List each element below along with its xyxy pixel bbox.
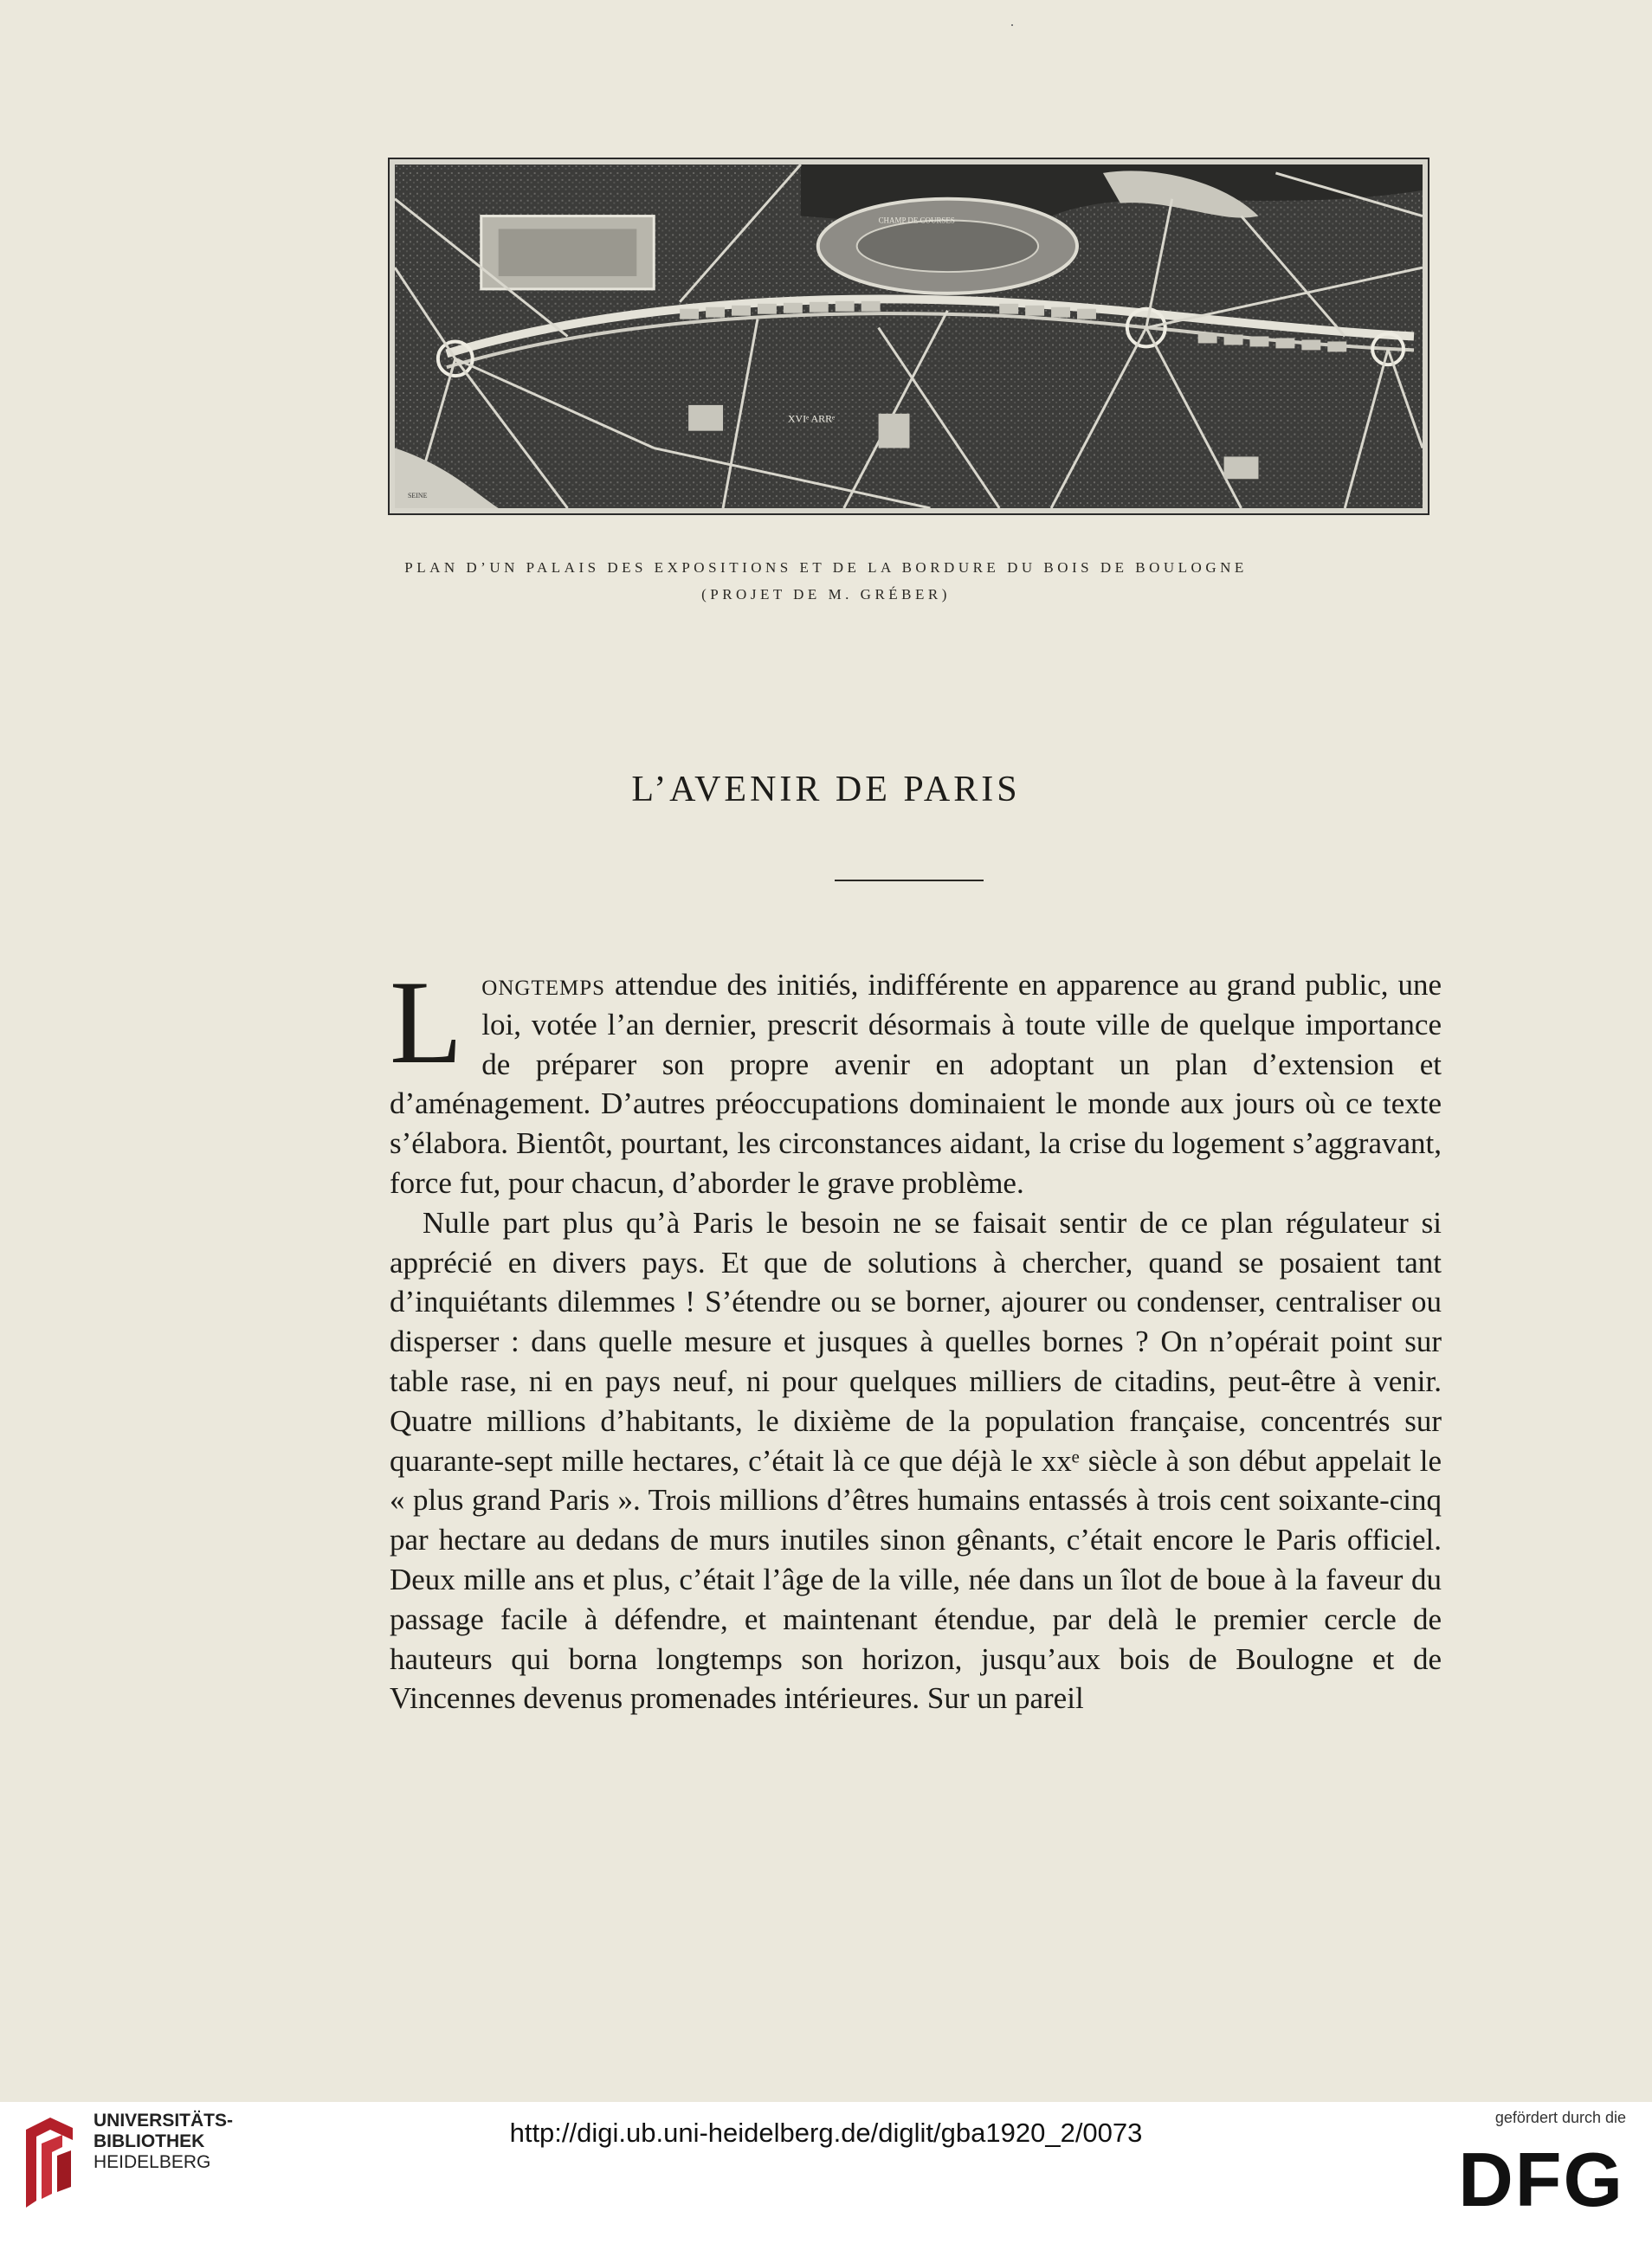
- digitization-footer: [0, 2102, 1652, 2250]
- lead-word: ongtemps: [481, 968, 606, 1002]
- plate-caption-line2: (PROJET DE M. GRÉBER): [701, 586, 951, 603]
- paragraph-1-text: attendue des initiés, indifférente en apparence au grand public, une loi, votée l’an dernier, prescrit désormais à toute ville de quelque importance de préparer son propre avenir en adoptant un plan d’extension et d’aménagement. D’autres préoccupations dominaient le monde aux jours où ce texte s’élabora. Bientôt, pourtant, les circonstances aidant, la crise du logement s’aggravant, force fut, pour chacun, d’aborder le grave problème.: [390, 968, 1442, 1200]
- permalink-url[interactable]: http://digi.ub.uni-heidelberg.de/diglit/gba1920_2/0073: [509, 2118, 1143, 2148]
- paragraph-1: [390, 956, 1442, 1203]
- map-image: [395, 164, 1423, 508]
- drop-cap: L: [390, 956, 463, 1088]
- paragraph-2: Nulle part plus qu’à Paris le besoin ne se faisait sentir de ce plan régulateur si apprécié en divers pays. Et que de solutions à chercher, quand se posaient tant d’inquiétants dilemmes ! S’étendre ou se borner, ajourer ou condenser, centraliser ou disperser : dans quelle mesure et jusques à quelles bornes ? On n’opérait point sur table rase, ni en pays neuf, ni pour quelques milliers de citadins, peut-être à venir. Quatre millions d’habitants, le dixième de la population française, concentrés sur quarante-sept mille hectares, c’était là ce que déjà le xxᵉ siècle à son début appelait le « plus grand Paris ». Trois millions d’êtres humains entassés à trois cent soixante-cinq par hectare au dedans de murs inutiles sinon gênants, c’était encore le Paris officiel. Deux mille ans et plus, c’était l’âge de la ville, née dans un îlot de boue à la faveur du passage facile à défendre, et maintenant étendue, par delà le premier cercle de hauteurs qui borna longtemps son horizon, jusqu’aux bois de Boulogne et de Vincennes devenus promenades intérieures. Sur un pareil: [390, 1205, 1442, 1716]
- map-label-seine: SEINE: [407, 492, 428, 500]
- article-title: L’AVENIR DE PARIS: [631, 770, 1021, 809]
- library-name-line2: BIBLIOTHEK: [94, 2131, 205, 2151]
- map-label-arrondissement: XVIᵉ ARRᵉ: [787, 412, 836, 425]
- map-label-course: CHAMP DE COURSES: [878, 216, 955, 225]
- map-plate: [388, 158, 1429, 515]
- article-body: [390, 956, 1442, 1718]
- funder-label: gefördert durch die: [1494, 2109, 1626, 2126]
- plate-caption-line1: PLAN D’UN PALAIS DES EXPOSITIONS ET DE LA BORDURE DU BOIS DE BOULOGNE: [404, 559, 1248, 576]
- title-rule: [835, 880, 984, 881]
- page-mark: [1011, 24, 1013, 26]
- library-name-line1: UNIVERSITÄTS-: [94, 2111, 234, 2131]
- library-name-line3: HEIDELBERG: [94, 2152, 211, 2172]
- dfg-logo: DFG: [1458, 2137, 1624, 2222]
